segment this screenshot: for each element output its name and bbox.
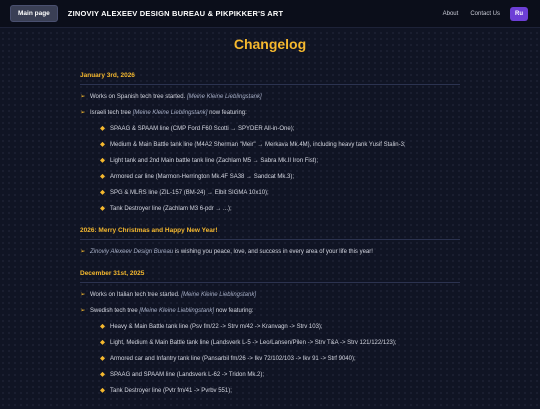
item-text [90,109,247,117]
page-title: Changelog [233,36,307,52]
entry-date: 2026: Merry Christmas and Happy New Year! [80,227,460,240]
changelog-entry [80,227,460,256]
credit-text: [Meine Kleine Lieblingstank] [186,94,262,100]
item-text-main: is wishing you peace, love, and success in every area of your life this year! [174,249,373,255]
sub-item-text: SPG & MLRS line (ZIL-157 (BM-24) → Elbit SIGMA 10x10); [110,190,269,196]
item-text-main: Works on Italian tech tree started. [90,292,180,298]
diamond-bullet-icon: ◆ [100,141,105,148]
item-text-main: Works on Spanish tech tree started. [90,94,186,100]
credit-text: Zinoviy Alexeev Design Bureau [90,249,174,255]
diamond-bullet-icon: ◆ [100,205,105,212]
sub-item-text: Tank Destroyer line (Zachlam M3 6-pdr → ...); [110,206,232,212]
arrow-bullet-icon: ➢ [80,291,86,298]
credit-text: [Meine Kleine Lieblingstank] [139,308,215,314]
sub-item-text: Heavy & Main Battle tank line (Psv fm/22 -> Strv m/42 -> Kranvagn -> Strv 103); [110,324,323,330]
contact-us-link[interactable]: Contact Us [470,10,500,17]
diamond-bullet-icon: ◆ [100,387,105,394]
diamond-bullet-icon: ◆ [100,173,105,180]
list-item [80,307,460,315]
item-text-post: now featuring: [215,308,254,314]
diamond-bullet-icon: ◆ [100,355,105,362]
item-text [90,291,256,299]
arrow-bullet-icon: ➢ [80,93,86,100]
item-text [90,93,262,101]
sub-list-item [100,141,460,149]
top-navbar [0,0,540,28]
item-text [90,307,253,315]
sub-list-item [100,205,460,213]
sub-list-item [100,339,460,347]
changelog-content [80,70,460,409]
diamond-bullet-icon: ◆ [100,125,105,132]
diamond-bullet-icon: ◆ [100,371,105,378]
sub-item-text: Medium & Main Battle tank line (M4A2 Sherman "Meir" → Merkava Mk.4M), including heavy tank Yusif Stalin-3; [110,142,406,148]
sub-item-text: Light tank and 2nd Main battle tank line (Zachlam M5 → Sabra Mk.II Iron Fist); [110,158,319,164]
changelog-entry [80,72,460,213]
diamond-bullet-icon: ◆ [100,189,105,196]
diamond-bullet-icon: ◆ [100,157,105,164]
language-button[interactable]: Ru [510,7,528,21]
item-text-post: now featuring: [209,110,247,116]
sub-list-item [100,173,460,181]
diamond-bullet-icon: ◆ [100,339,105,346]
nav-links [431,7,528,21]
sub-list-item [100,157,460,165]
sub-item-text: Tank Destroyer line (Pvtr fm/41 -> Pvrbv 551); [110,388,232,394]
about-link[interactable]: About [442,10,459,17]
sub-list-item [100,125,460,133]
sub-list-item [100,355,460,363]
site-title[interactable]: ZINOVIY ALEXEEV DESIGN BUREAU & PIKPIKKER'S ART [67,9,284,18]
item-text-pre: Swedish tech tree [90,308,138,314]
item-text [90,248,373,256]
arrow-bullet-icon: ➢ [80,248,86,255]
diamond-bullet-icon: ◆ [100,323,105,330]
sub-list-item [100,323,460,331]
sub-item-text: SPAAG & SPAAM line (CMP Ford F60 Scotti → SPYDER All-in-One); [110,126,295,132]
sub-item-text: SPAAG and SPAAM line (Landsverk L-62 -> Tridon Mk.2); [110,372,265,378]
credit-text: [Meine Kleine Lieblingstank] [132,110,208,116]
sub-list [100,323,460,395]
sub-list-item [100,189,460,197]
sub-item-text: Armored car and Infantry tank line (Pansarbil fm/26 -> Ikv 72/102/103 -> Ikv 91 -> Strf 9040); [110,356,356,362]
sub-item-text: Light, Medium & Main Battle tank line (Landsverk L-5 -> Leo/Lansen/Pilen -> Strv T&A -> Strv 121/122/123); [110,340,397,346]
arrow-bullet-icon: ➢ [80,109,86,116]
sub-item-text: Armored car line (Marmon-Herrington Mk.4F SA38 → Sandcat Mk.3); [110,174,295,180]
item-text-pre: Israeli tech tree [90,110,132,116]
changelog-entry [80,270,460,395]
list-item [80,291,460,299]
entry-date: December 31st, 2025 [80,270,460,283]
entry-date: January 3rd, 2026 [80,72,460,85]
arrow-bullet-icon: ➢ [80,307,86,314]
credit-text: [Meine Kleine Lieblingstank] [181,292,256,298]
list-item [80,248,460,256]
sub-list-item [100,387,460,395]
list-item [80,109,460,117]
list-item [80,93,460,101]
sub-list [100,125,460,213]
main-page-button[interactable]: Main page [10,5,58,22]
sub-list-item [100,371,460,379]
